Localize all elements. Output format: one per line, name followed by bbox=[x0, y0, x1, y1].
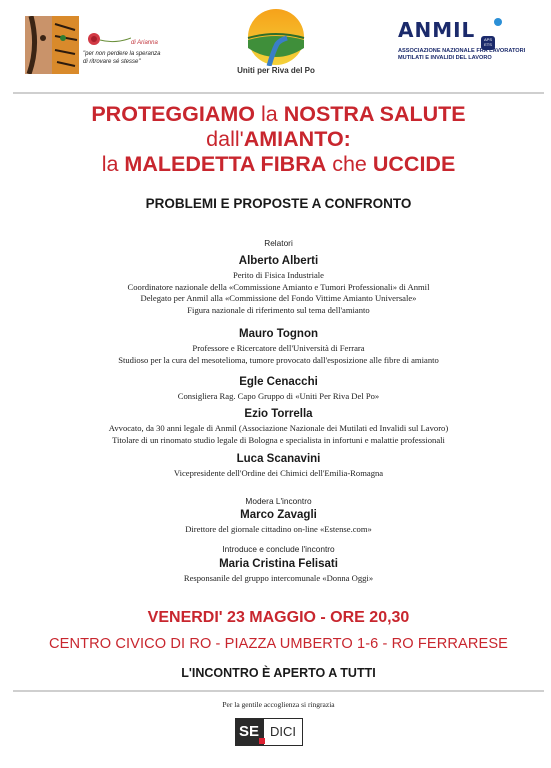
speaker-details bbox=[13, 468, 544, 480]
event-date: VENERDI' 23 MAGGIO - ORE 20,30 bbox=[147, 609, 410, 626]
closer-name: Maria Cristina Felisati bbox=[219, 558, 338, 570]
moderator-name: Marco Zavagli bbox=[240, 509, 317, 521]
poster-subtitle: PROBLEMI E PROPOSTE A CONFRONTO bbox=[145, 196, 412, 211]
speaker-detail-line: Consigliera Rag. Capo Gruppo di «Uniti Per Riva Del Po» bbox=[177, 391, 380, 401]
header-divider bbox=[13, 92, 544, 94]
speaker-name: Alberto Alberti bbox=[238, 255, 319, 267]
title-line-3 bbox=[13, 152, 544, 177]
event-open-note: L'INCONTRO È APERTO A TUTTI bbox=[181, 666, 376, 680]
title-word: dall' bbox=[206, 127, 244, 151]
thanks-note: Per la gentile accoglienza si ringrazia bbox=[222, 700, 335, 709]
title-word: AMIANTO: bbox=[243, 127, 351, 151]
title-word: la bbox=[255, 102, 284, 126]
sedici-logo-right: DICI bbox=[263, 718, 303, 746]
title-line-2 bbox=[13, 127, 544, 152]
arianna-label: di Arianna bbox=[131, 40, 158, 46]
speaker-details bbox=[13, 423, 544, 446]
moderator-details: Direttore del giornale cittadino on-line «Estense.com» bbox=[185, 524, 372, 534]
sunset-river-logo bbox=[247, 8, 305, 66]
speaker-name: Egle Cenacchi bbox=[239, 376, 318, 388]
rose-icon bbox=[87, 32, 131, 51]
speaker-detail-line: Titolare di un rinomato studio legale di Bologna e specialista in infortuni e malattie professionali bbox=[112, 434, 445, 445]
anmil-wordmark: ANMIL bbox=[398, 18, 476, 42]
anmil-subtitle-line-1: ASSOCIAZIONE NAZIONALE FRA LAVORATORI bbox=[398, 48, 526, 54]
speaker-details bbox=[13, 391, 544, 403]
title-word: che bbox=[326, 152, 373, 176]
speaker-name: Luca Scanavini bbox=[236, 453, 321, 465]
closer-details: Responsanile del gruppo intercomunale «Donna Oggi» bbox=[183, 573, 374, 583]
anmil-subtitle-line-2: MUTILATI E INVALIDI DEL LAVORO bbox=[398, 55, 492, 61]
anmil-badge: APS ETS bbox=[481, 36, 495, 50]
title-word: NOSTRA SALUTE bbox=[283, 102, 466, 126]
arianna-tagline: "per non perdere la speranza di ritrovare sé stesse" bbox=[83, 51, 161, 65]
title-word: UCCIDE bbox=[372, 152, 456, 176]
anmil-dot-icon bbox=[494, 18, 502, 26]
event-venue: CENTRO CIVICO DI RO - PIAZZA UMBERTO 1-6 - RO FERRARESE bbox=[48, 636, 509, 652]
title-word: PROTEGGIAMO bbox=[91, 102, 255, 126]
speaker-detail-line: Perito di Fisica Industriale bbox=[233, 270, 324, 280]
header bbox=[13, 6, 544, 90]
anmil-subtitle bbox=[398, 48, 538, 62]
uniti-label: Uniti per Riva del Po bbox=[237, 66, 315, 75]
speaker-detail-line: Professore e Ricercatore dell'Università di Ferrara bbox=[192, 343, 365, 353]
speaker-detail-line: Studioso per la cura del mesotelioma, tumore provocato dall'esposizione alle fibre di amianto bbox=[118, 354, 439, 365]
sedici-logo bbox=[235, 718, 303, 746]
speaker-details bbox=[13, 270, 544, 317]
speaker-name: Ezio Torrella bbox=[244, 408, 313, 420]
title-line-1 bbox=[13, 102, 544, 127]
poster-title bbox=[13, 102, 544, 177]
relatori-label: Relatori bbox=[264, 238, 293, 248]
speaker-detail-line: Vicepresidente dell'Ordine dei Chimici dell'Emilia-Romagna bbox=[173, 468, 384, 478]
speaker-detail-line: Coordinatore nazionale della «Commissione Amianto e Tumori Professionali» di Anmil bbox=[127, 281, 430, 292]
arianna-logo-image bbox=[25, 16, 79, 74]
speaker-detail-line: Avvocato, da 30 anni legale di Anmil (Associazione Nazionale dei Mutilati ed Invalidi sul Lavoro) bbox=[108, 423, 449, 433]
moderator-label: Modera L'incontro bbox=[245, 496, 312, 506]
closer-label: Introduce e conclude l'incontro bbox=[222, 544, 335, 554]
anmil-logo bbox=[398, 18, 538, 61]
poster bbox=[13, 6, 544, 756]
speaker-detail-line: Figura nazionale di riferimento sul tema dell'amianto bbox=[187, 305, 370, 316]
speaker-name: Mauro Tognon bbox=[239, 328, 318, 340]
footer-divider bbox=[13, 690, 544, 692]
sedici-logo-left: SE bbox=[235, 718, 263, 746]
title-word: la bbox=[101, 152, 125, 176]
title-word: MALEDETTA FIBRA bbox=[124, 152, 327, 176]
speaker-detail-line: Delegato per Anmil alla «Commissione del Fondo Vittime Amianto Universale» bbox=[140, 293, 417, 304]
speaker-details bbox=[13, 343, 544, 366]
sedici-red-mark bbox=[259, 738, 265, 744]
